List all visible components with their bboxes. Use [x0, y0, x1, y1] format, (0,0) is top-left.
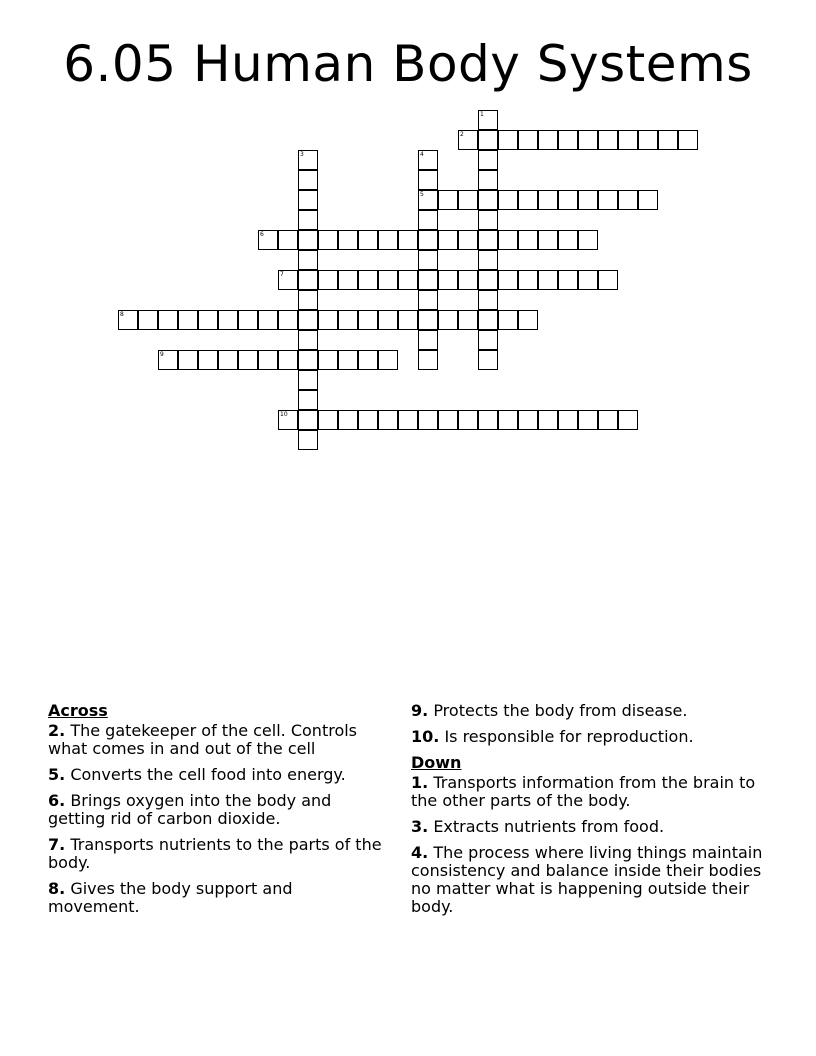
grid-cell[interactable] [318, 310, 338, 330]
grid-cell[interactable] [338, 310, 358, 330]
grid-cell[interactable] [478, 270, 498, 290]
clue-down-3: 3. Extracts nutrients from food. [411, 817, 665, 836]
grid-cell[interactable] [578, 410, 598, 430]
grid-cell[interactable] [438, 310, 458, 330]
grid-cell[interactable] [638, 130, 658, 150]
clue-across-7: 7. Transports nutrients to the parts of the body. [48, 835, 382, 872]
grid-cell[interactable] [618, 130, 638, 150]
grid-cell[interactable] [518, 310, 538, 330]
grid-cell[interactable] [318, 230, 338, 250]
grid-cell[interactable] [258, 310, 278, 330]
grid-cell[interactable] [458, 310, 478, 330]
grid-cell[interactable] [538, 270, 558, 290]
grid-cell[interactable] [298, 370, 318, 390]
grid-cell[interactable] [498, 270, 518, 290]
grid-cell[interactable] [658, 130, 678, 150]
clue-across-10: 10. Is responsible for reproduction. [411, 727, 694, 746]
grid-cell[interactable] [198, 310, 218, 330]
grid-cell[interactable] [338, 350, 358, 370]
grid-cell[interactable] [298, 190, 318, 210]
grid-cell[interactable] [398, 270, 418, 290]
grid-cell[interactable] [218, 350, 238, 370]
clue-down-4: 4. The process where living things maintain consistency and balance inside their bodies no matter what is happening outside their body. [411, 843, 763, 916]
grid-cell[interactable] [678, 130, 698, 150]
clues-column-right [411, 702, 781, 924]
grid-cell[interactable] [458, 270, 478, 290]
clue-across-6: 6. Brings oxygen into the body and getting rid of carbon dioxide. [48, 791, 332, 828]
grid-cell[interactable] [398, 230, 418, 250]
grid-cell[interactable] [478, 130, 498, 150]
grid-cell[interactable] [458, 410, 478, 430]
grid-cell[interactable] [418, 290, 438, 310]
grid-cell[interactable] [378, 270, 398, 290]
grid-cell[interactable] [438, 190, 458, 210]
grid-cell[interactable] [378, 230, 398, 250]
grid-cell[interactable] [138, 310, 158, 330]
grid-cell[interactable] [298, 230, 318, 250]
across-heading: Across [48, 701, 108, 720]
grid-cell[interactable] [418, 410, 438, 430]
grid-cell[interactable] [378, 350, 398, 370]
grid-number: 10 [280, 411, 288, 418]
grid-number: 1 [480, 111, 484, 118]
grid-cell[interactable] [358, 350, 378, 370]
grid-cell[interactable] [478, 290, 498, 310]
grid-cell[interactable] [358, 410, 378, 430]
grid-cell[interactable] [498, 190, 518, 210]
grid-cell[interactable] [498, 130, 518, 150]
grid-cell[interactable] [278, 230, 298, 250]
grid-cell[interactable] [238, 310, 258, 330]
grid-cell[interactable] [638, 190, 658, 210]
grid-cell[interactable] [438, 410, 458, 430]
clues-column-left [48, 702, 388, 924]
grid-number: 7 [280, 271, 284, 278]
grid-cell[interactable] [578, 270, 598, 290]
grid-cell[interactable] [478, 110, 498, 130]
grid-cell[interactable] [438, 230, 458, 250]
grid-cell[interactable] [218, 310, 238, 330]
grid-cell[interactable] [498, 310, 518, 330]
grid-cell[interactable] [478, 350, 498, 370]
grid-cell[interactable] [418, 210, 438, 230]
grid-cell[interactable] [418, 310, 438, 330]
grid-cell[interactable] [438, 270, 458, 290]
grid-cell[interactable] [478, 250, 498, 270]
grid-cell[interactable] [578, 230, 598, 250]
grid-cell[interactable] [418, 150, 438, 170]
grid-cell[interactable] [298, 270, 318, 290]
grid-cell[interactable] [418, 230, 438, 250]
grid-cell[interactable] [158, 310, 178, 330]
grid-cell[interactable] [298, 330, 318, 350]
grid-cell[interactable] [458, 190, 478, 210]
grid-cell[interactable] [298, 430, 318, 450]
grid-cell[interactable] [558, 230, 578, 250]
grid-cell[interactable] [598, 190, 618, 210]
grid-cell[interactable] [518, 410, 538, 430]
crossword-grid [0, 0, 816, 480]
grid-cell[interactable] [378, 310, 398, 330]
grid-cell[interactable] [258, 350, 278, 370]
grid-cell[interactable] [578, 190, 598, 210]
grid-cell[interactable] [578, 130, 598, 150]
grid-cell[interactable] [298, 350, 318, 370]
grid-number: 5 [420, 191, 424, 198]
grid-cell[interactable] [418, 330, 438, 350]
grid-cell[interactable] [318, 350, 338, 370]
grid-cell[interactable] [558, 130, 578, 150]
grid-cell[interactable] [558, 410, 578, 430]
grid-cell[interactable] [478, 410, 498, 430]
grid-cell[interactable] [398, 410, 418, 430]
grid-cell[interactable] [518, 190, 538, 210]
grid-number: 9 [160, 351, 164, 358]
grid-cell[interactable] [498, 230, 518, 250]
grid-cell[interactable] [298, 170, 318, 190]
grid-cell[interactable] [298, 150, 318, 170]
grid-cell[interactable] [518, 230, 538, 250]
grid-cell[interactable] [598, 410, 618, 430]
grid-number: 2 [460, 131, 464, 138]
grid-cell[interactable] [338, 410, 358, 430]
grid-cell[interactable] [238, 350, 258, 370]
grid-cell[interactable] [538, 230, 558, 250]
grid-cell[interactable] [278, 310, 298, 330]
grid-cell[interactable] [378, 410, 398, 430]
grid-cell[interactable] [478, 150, 498, 170]
grid-cell[interactable] [118, 310, 138, 330]
grid-cell[interactable] [518, 270, 538, 290]
grid-cell[interactable] [278, 270, 298, 290]
grid-cell[interactable] [598, 270, 618, 290]
grid-cell[interactable] [358, 310, 378, 330]
page-title: 6.05 Human Body Systems [63, 35, 753, 93]
grid-cell[interactable] [278, 410, 298, 430]
grid-cell[interactable] [618, 190, 638, 210]
grid-cell[interactable] [298, 290, 318, 310]
grid-cell[interactable] [298, 390, 318, 410]
clue-down-1: 1. Transports information from the brain to the other parts of the body. [411, 773, 756, 810]
grid-cell[interactable] [558, 190, 578, 210]
grid-cell[interactable] [478, 190, 498, 210]
grid-cell[interactable] [198, 350, 218, 370]
grid-cell[interactable] [258, 230, 278, 250]
grid-cell[interactable] [478, 170, 498, 190]
grid-number: 3 [300, 151, 304, 158]
grid-number: 4 [420, 151, 424, 158]
grid-number: 6 [260, 231, 264, 238]
grid-cell[interactable] [478, 330, 498, 350]
grid-cell[interactable] [338, 270, 358, 290]
grid-cell[interactable] [458, 230, 478, 250]
grid-cell[interactable] [538, 190, 558, 210]
grid-cell[interactable] [558, 270, 578, 290]
clue-across-9: 9. Protects the body from disease. [411, 701, 688, 720]
down-heading: Down [411, 753, 462, 772]
grid-cell[interactable] [338, 230, 358, 250]
clue-across-5: 5. Converts the cell food into energy. [48, 765, 346, 784]
clue-across-2: 2. The gatekeeper of the cell. Controls what comes in and out of the cell [48, 721, 358, 758]
grid-cell[interactable] [418, 170, 438, 190]
grid-cell[interactable] [598, 130, 618, 150]
grid-cell[interactable] [278, 350, 298, 370]
grid-cell[interactable] [298, 210, 318, 230]
grid-cell[interactable] [398, 310, 418, 330]
grid-cell[interactable] [418, 250, 438, 270]
grid-cell[interactable] [498, 410, 518, 430]
grid-cell[interactable] [418, 190, 438, 210]
grid-number: 8 [120, 311, 124, 318]
grid-cell[interactable] [158, 350, 178, 370]
grid-cell[interactable] [358, 230, 378, 250]
grid-cell[interactable] [618, 410, 638, 430]
grid-cell[interactable] [318, 410, 338, 430]
clue-across-8: 8. Gives the body support and movement. [48, 879, 293, 916]
grid-cell[interactable] [298, 310, 318, 330]
grid-cell[interactable] [298, 250, 318, 270]
grid-cell[interactable] [478, 310, 498, 330]
grid-cell[interactable] [178, 350, 198, 370]
grid-cell[interactable] [318, 270, 338, 290]
grid-cell[interactable] [478, 230, 498, 250]
grid-cell[interactable] [478, 210, 498, 230]
grid-cell[interactable] [178, 310, 198, 330]
grid-cell[interactable] [418, 270, 438, 290]
grid-cell[interactable] [458, 130, 478, 150]
grid-cell[interactable] [538, 410, 558, 430]
grid-cell[interactable] [358, 270, 378, 290]
grid-cell[interactable] [418, 350, 438, 370]
grid-cell[interactable] [538, 130, 558, 150]
grid-cell[interactable] [518, 130, 538, 150]
grid-cell[interactable] [298, 410, 318, 430]
